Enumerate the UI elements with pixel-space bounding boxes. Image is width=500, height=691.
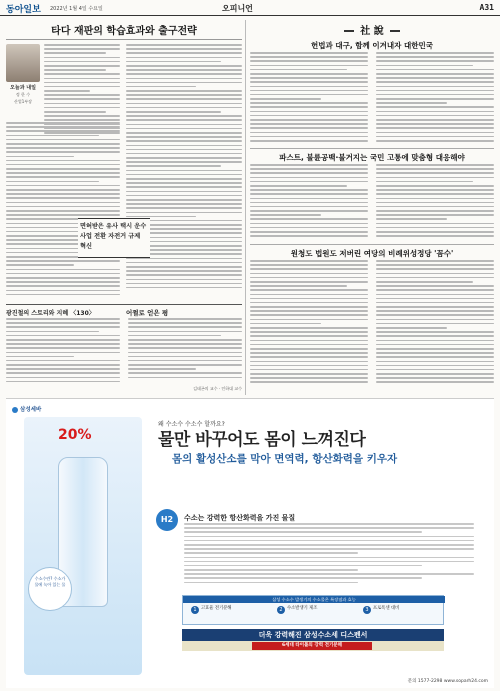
- ad-product-visual: [24, 417, 142, 675]
- author-photo: [6, 44, 40, 82]
- story-divider: [6, 304, 242, 305]
- editorial-3-text-a: [250, 260, 368, 386]
- editorial-headline-2[interactable]: 파스트, 불륜공백·불거지는 국민 고통에 맞춤형 대응해야: [279, 153, 465, 162]
- column-divider-vertical: [245, 20, 246, 395]
- editorial-header: [250, 22, 494, 37]
- story-body-text-a: [6, 318, 120, 385]
- editorial-1-text-b: [376, 52, 494, 144]
- editorial-rule-1: [250, 148, 494, 149]
- editorial-3-text-b: [376, 260, 494, 386]
- h2-badge-icon: H2: [156, 509, 178, 531]
- ad-copy-title: 수소는 강력한 항산화력을 가진 물질: [184, 514, 296, 522]
- ad-step-3-label: 프로폭센 대비: [373, 606, 400, 611]
- ad-steps-panel: [182, 595, 444, 625]
- issue-date: 2022년 1월 4일 수요일: [50, 6, 103, 12]
- ad-brand: [12, 405, 41, 413]
- editorial-2-text-a: [250, 164, 368, 239]
- ad-step-2-label: 수소발생기 제조: [287, 606, 318, 611]
- author-name: 정 한 수: [15, 92, 31, 97]
- column-headline[interactable]: 타다 재판의 학습효과와 출구전략: [51, 26, 197, 37]
- ad-contact[interactable]: 문의 1577-2298 www.soparh24.com: [407, 679, 488, 684]
- headline-rule: [6, 39, 242, 40]
- ad-cta-band: [182, 641, 444, 651]
- story-body-text-b: [128, 318, 242, 381]
- ad-cta-chip: 6세대 타이틀의 강력 전기분해: [252, 642, 372, 650]
- step-1-number: 1: [191, 606, 199, 614]
- author-box: [6, 44, 40, 118]
- editorial-rule-2: [250, 244, 494, 245]
- author-role: 산업1부장: [13, 99, 32, 104]
- editorial-headline-3[interactable]: 원청도 법원도 저버린 여당의 비례위성정당 '꼼수': [290, 249, 454, 258]
- ad-cta-banner[interactable]: 더욱 강력해진 삼성수소세 디스펜서: [182, 629, 444, 641]
- editorial-2-text-b: [376, 164, 494, 239]
- ad-copy-lines: [184, 523, 474, 583]
- brand-logo-icon: [12, 407, 18, 413]
- column-body-text-b: [6, 122, 120, 298]
- ad-steps-header: 삼성 수소수 발생기의 수소물은 특장점과 효능: [183, 596, 445, 603]
- pull-quote: 면허받은 유사 택시 운수사업 전환 자전거 규제 혁신: [78, 218, 150, 258]
- editorials-section: [250, 22, 494, 392]
- ad-copy-text: [184, 523, 474, 586]
- header-rule-left: [344, 30, 354, 32]
- ad-info-bubble: 수소수란? 수소가 물에 녹아 있는 물: [28, 567, 72, 611]
- ad-step-3: [363, 606, 399, 614]
- header-rule-right: [390, 30, 400, 32]
- masthead: [0, 0, 500, 16]
- opinion-column: [6, 22, 242, 392]
- advertisement[interactable]: [6, 398, 494, 688]
- ad-discount: 20%: [58, 427, 92, 443]
- ad-brand-name: 삼성세바: [20, 407, 42, 413]
- ad-step-2: [277, 606, 317, 614]
- editorial-headline-1[interactable]: 헌법과 대구, 함께 이겨내자 대한민국: [311, 41, 433, 50]
- step-3-number: 3: [363, 606, 371, 614]
- step-2-number: 2: [277, 606, 285, 614]
- editorial-label: 社 說: [360, 26, 384, 37]
- section-title: 오피니언: [222, 4, 253, 13]
- ad-subheadline: 몸의 활성산소를 막아 면역력, 항산화력을 키우자: [172, 453, 398, 465]
- story-series-label[interactable]: 광진철의 스토리와 지혜 〈130〉: [6, 310, 95, 317]
- newspaper-logo[interactable]: 동아일보: [6, 5, 41, 15]
- ad-tagline: 왜 수소수 수소수 할까요?: [158, 421, 225, 428]
- story-byline: 김태곤의 교수 · 인하대 교수: [193, 386, 242, 391]
- page-number: A31: [479, 3, 494, 12]
- column-series-name: 오늘과 내일: [10, 85, 36, 91]
- editorial-1-text-a: [250, 52, 368, 144]
- ad-step-1: [191, 606, 231, 614]
- ad-step-1-label: 고효율 전기분해: [201, 606, 232, 611]
- ad-headline: 물만 바꾸어도 몸이 느껴진다: [158, 430, 366, 450]
- story-headline[interactable]: 어쩔로 얻은 평: [126, 309, 169, 317]
